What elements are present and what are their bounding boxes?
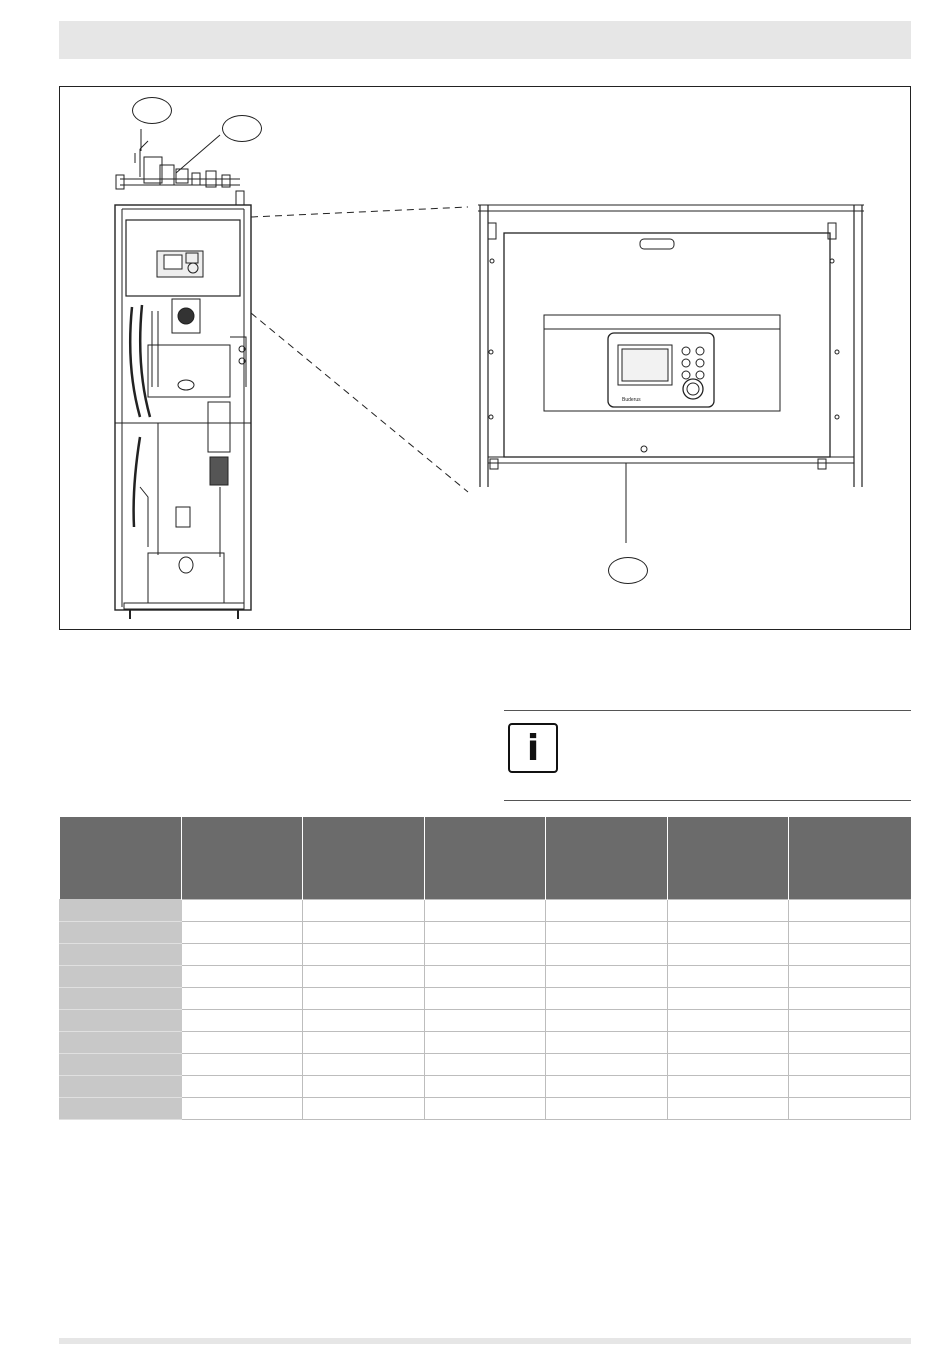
table-header-cell — [546, 817, 668, 900]
table-cell — [789, 1032, 911, 1054]
table-row-header-cell — [60, 1010, 182, 1032]
table-row — [60, 1098, 911, 1120]
table-cell — [424, 966, 546, 988]
table-row — [60, 966, 911, 988]
table-cell — [303, 900, 425, 922]
callout-3 — [608, 557, 648, 584]
page-footer-bar — [59, 1338, 911, 1344]
table-cell — [181, 966, 303, 988]
table-cell — [667, 966, 789, 988]
table-cell — [303, 988, 425, 1010]
table-cell — [667, 1098, 789, 1120]
page-header-bar — [59, 21, 911, 59]
table-cell — [181, 1054, 303, 1076]
table-cell — [546, 1054, 668, 1076]
table-header-cell — [303, 817, 425, 900]
table-cell — [789, 922, 911, 944]
info-note — [504, 710, 911, 801]
table-header-cell — [667, 817, 789, 900]
table-row — [60, 1032, 911, 1054]
table-cell — [181, 1032, 303, 1054]
callout-1 — [132, 97, 172, 124]
table-cell — [181, 988, 303, 1010]
table-row-header-cell — [60, 1098, 182, 1120]
table-header-cell — [424, 817, 546, 900]
table-cell — [789, 900, 911, 922]
table-row-header-cell — [60, 1076, 182, 1098]
table-row — [60, 1010, 911, 1032]
table-cell — [303, 1054, 425, 1076]
table-cell — [181, 900, 303, 922]
table-cell — [424, 900, 546, 922]
table-cell — [546, 966, 668, 988]
table-cell — [667, 1076, 789, 1098]
table-cell — [546, 1010, 668, 1032]
table-cell — [546, 1032, 668, 1054]
controller-detail-drawing — [478, 205, 864, 543]
table-row — [60, 922, 911, 944]
table-cell — [789, 966, 911, 988]
table-cell — [546, 944, 668, 966]
table-cell — [424, 1032, 546, 1054]
table-cell — [181, 944, 303, 966]
table-cell — [667, 1010, 789, 1032]
table-header-row — [60, 817, 911, 900]
table-cell — [667, 944, 789, 966]
table-cell — [424, 922, 546, 944]
table-row-header-cell — [60, 1054, 182, 1076]
table-row — [60, 900, 911, 922]
table-cell — [789, 1098, 911, 1120]
table-row — [60, 1054, 911, 1076]
table-cell — [546, 900, 668, 922]
table-row-header-cell — [60, 966, 182, 988]
table-cell — [181, 1098, 303, 1120]
table-cell — [546, 988, 668, 1010]
table-cell — [667, 988, 789, 1010]
table-row — [60, 944, 911, 966]
table-cell — [424, 944, 546, 966]
svg-text:Buderus: Buderus — [622, 397, 641, 403]
table-cell — [667, 922, 789, 944]
table-cell — [303, 1010, 425, 1032]
table-cell — [303, 1098, 425, 1120]
table-row — [60, 1076, 911, 1098]
table-cell — [667, 1054, 789, 1076]
table-cell — [303, 966, 425, 988]
table-row — [60, 988, 911, 1010]
table-cell — [303, 944, 425, 966]
table-cell — [303, 1076, 425, 1098]
table-row-header-cell — [60, 988, 182, 1010]
table-row-header-cell — [60, 944, 182, 966]
table-cell — [789, 1054, 911, 1076]
table-cell — [424, 1098, 546, 1120]
table-cell — [667, 1032, 789, 1054]
table-header-cell — [181, 817, 303, 900]
table-cell — [546, 1098, 668, 1120]
table-cell — [424, 1076, 546, 1098]
table-row-header-cell — [60, 900, 182, 922]
table-row-header-cell — [60, 1032, 182, 1054]
table-cell — [789, 988, 911, 1010]
table-cell — [424, 1054, 546, 1076]
table-row-header-cell — [60, 922, 182, 944]
table-cell — [789, 1076, 911, 1098]
table-cell — [181, 1010, 303, 1032]
table-header-cell — [789, 817, 911, 900]
table-cell — [546, 1076, 668, 1098]
table-cell — [424, 1010, 546, 1032]
info-icon: i — [508, 723, 558, 773]
table-cell — [789, 944, 911, 966]
heat-pump-drawing — [60, 87, 912, 631]
table-cell — [303, 1032, 425, 1054]
unit-illustration — [59, 86, 911, 630]
table-cell — [303, 922, 425, 944]
callout-2 — [222, 115, 262, 142]
table-cell — [181, 922, 303, 944]
table-cell — [424, 988, 546, 1010]
table-cell — [789, 1010, 911, 1032]
data-table — [59, 817, 911, 1120]
table-cell — [181, 1076, 303, 1098]
table-cell — [546, 922, 668, 944]
table-cell — [667, 900, 789, 922]
table-header-cell — [60, 817, 182, 900]
indoor-unit-drawing — [115, 129, 251, 619]
